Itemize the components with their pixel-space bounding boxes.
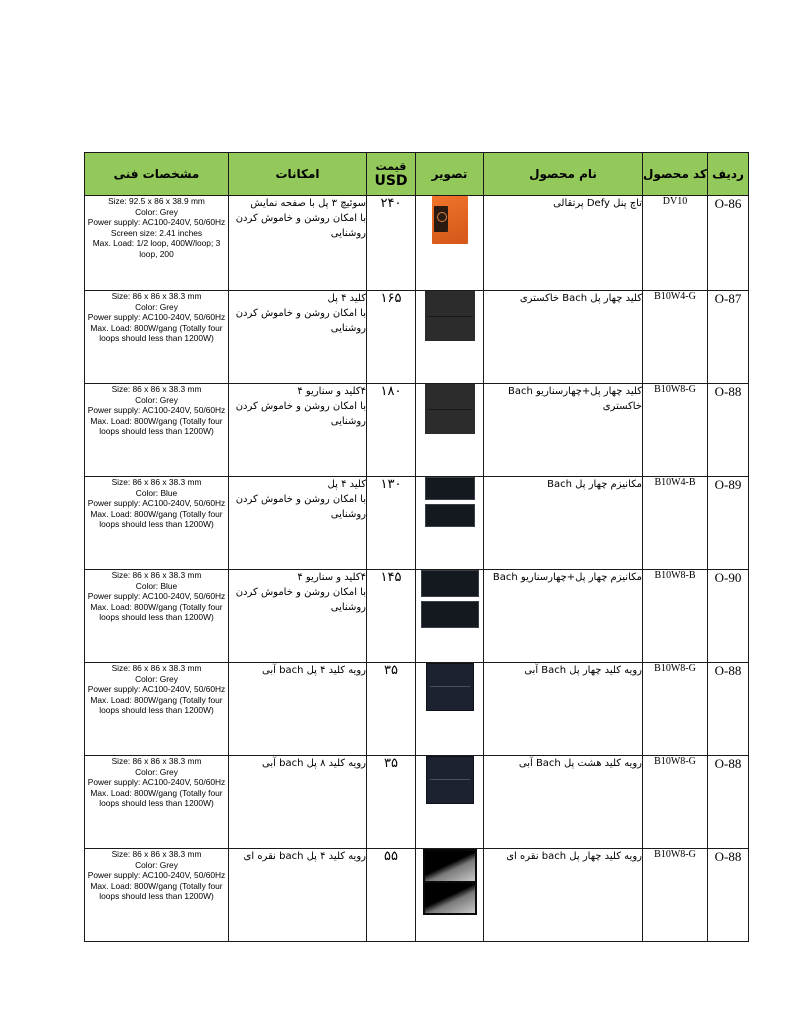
specs-cell: Size: 86 x 86 x 38.3 mm Color: Grey Power supply: AC100-240V, 50/60Hz Max. Load: 800W/gang (Totally four loops should less than 1200W): [85, 384, 229, 477]
table-row: [85, 196, 749, 291]
header-row: [85, 153, 749, 196]
product-name-cell: مکانیزم چهار پل+چهارسناریو Bach: [484, 570, 643, 663]
product-image-cell: [416, 849, 484, 942]
features-cell: رویه کلید ۴ پل bach نقره ای: [229, 849, 367, 942]
row-number-cell: O-89: [708, 477, 749, 570]
table-row: [85, 477, 749, 570]
product-image-cell: [416, 756, 484, 849]
product-name-cell: رویه کلید هشت پل Bach آبی: [484, 756, 643, 849]
blue-mechanism-8-image: [421, 570, 479, 628]
product-image-cell: [416, 196, 484, 291]
header-price-label: قیمت: [375, 159, 407, 173]
product-image-cell: [416, 477, 484, 570]
product-name-cell: رویه کلید چهار پل bach نقره ای: [484, 849, 643, 942]
product-code-cell: B10W8-G: [643, 756, 708, 849]
price-cell: ۳۵: [367, 663, 416, 756]
product-code-cell: B10W8-G: [643, 384, 708, 477]
specs-cell: Size: 86 x 86 x 38.3 mm Color: Blue Power supply: AC100-240V, 50/60Hz Max. Load: 800W/gang (Totally four loops should less than 1200W): [85, 570, 229, 663]
grey-switch-image: [425, 291, 475, 341]
features-cell: ۴کلید و سناریو ۴ با امکان روشن و خاموش کردن روشنایی: [229, 384, 367, 477]
specs-cell: Size: 86 x 86 x 38.3 mm Color: Grey Power supply: AC100-240V, 50/60Hz Max. Load: 800W/gang (Totally four loops should less than 1200W): [85, 756, 229, 849]
header-image: تصویر: [416, 153, 484, 196]
product-image-cell: [416, 384, 484, 477]
blue-cover-image: [426, 663, 474, 711]
product-image-cell: [416, 570, 484, 663]
orange-touch-panel-image: [432, 196, 468, 244]
features-cell: رویه کلید ۸ پل bach آبی: [229, 756, 367, 849]
specs-cell: Size: 92.5 x 86 x 38.9 mm Color: Grey Power supply: AC100-240V, 50/60Hz Screen size: 2.41 inches Max. Load: 1/2 loop, 400W/loop; 3 loop, 200: [85, 196, 229, 291]
price-cell: ۵۵: [367, 849, 416, 942]
specs-cell: Size: 86 x 86 x 38.3 mm Color: Blue Power supply: AC100-240V, 50/60Hz Max. Load: 800W/gang (Totally four loops should less than 1200W): [85, 477, 229, 570]
product-code-cell: B10W4-B: [643, 477, 708, 570]
specs-cell: Size: 86 x 86 x 38.3 mm Color: Grey Power supply: AC100-240V, 50/60Hz Max. Load: 800W/gang (Totally four loops should less than 1200W): [85, 849, 229, 942]
table-row: [85, 291, 749, 384]
product-name-cell: تاچ پنل Defy پرتقالی: [484, 196, 643, 291]
specs-cell: Size: 86 x 86 x 38.3 mm Color: Grey Power supply: AC100-240V, 50/60Hz Max. Load: 800W/gang (Totally four loops should less than 1200W): [85, 663, 229, 756]
product-name-cell: کلید چهار پل Bach خاکستری: [484, 291, 643, 384]
header-name: نام محصول: [484, 153, 643, 196]
blue-mechanism-4-image: [425, 477, 475, 527]
header-code: کد محصول: [643, 153, 708, 196]
product-name-cell: کلید چهار پل+چهارسناریو Bach خاکستری: [484, 384, 643, 477]
row-number-cell: O-90: [708, 570, 749, 663]
price-list-table: [84, 152, 749, 942]
table-row: [85, 570, 749, 663]
product-code-cell: B10W8-G: [643, 663, 708, 756]
price-cell: ۳۵: [367, 756, 416, 849]
table-row: [85, 663, 749, 756]
features-cell: سوئیچ ۳ پل با صفحه نمایش با امکان روشن و خاموش کردن روشنایی: [229, 196, 367, 291]
row-number-cell: O-88: [708, 384, 749, 477]
row-number-cell: O-88: [708, 663, 749, 756]
grey-switch-image: [425, 384, 475, 434]
price-cell: ۱۶۵: [367, 291, 416, 384]
product-image-cell: [416, 291, 484, 384]
price-cell: ۱۴۵: [367, 570, 416, 663]
row-number-cell: O-87: [708, 291, 749, 384]
header-specs: مشخصات فنی: [85, 153, 229, 196]
product-code-cell: B10W8-B: [643, 570, 708, 663]
header-price-currency: USD: [374, 172, 408, 189]
product-code-cell: B10W8-G: [643, 849, 708, 942]
product-name-cell: مکانیزم چهار پل Bach: [484, 477, 643, 570]
product-code-cell: DV10: [643, 196, 708, 291]
product-image-cell: [416, 663, 484, 756]
features-cell: ۴کلید و سناریو ۴ با امکان روشن و خاموش کردن روشنایی: [229, 570, 367, 663]
features-cell: کلید ۴ پل با امکان روشن و خاموش کردن روشنایی: [229, 477, 367, 570]
row-number-cell: O-86: [708, 196, 749, 291]
header-features: امکانات: [229, 153, 367, 196]
features-cell: رویه کلید ۴ پل bach آبی: [229, 663, 367, 756]
header-row-number: ردیف: [708, 153, 749, 196]
product-name-cell: رویه کلید چهار پل Bach آبی: [484, 663, 643, 756]
blue-cover-8-image: [426, 756, 474, 804]
table-row: [85, 384, 749, 477]
price-cell: ۲۴۰: [367, 196, 416, 291]
features-cell: کلید ۴ پل با امکان روشن و خاموش کردن روشنایی: [229, 291, 367, 384]
price-cell: ۱۸۰: [367, 384, 416, 477]
price-cell: ۱۳۰: [367, 477, 416, 570]
specs-cell: Size: 86 x 86 x 38.3 mm Color: Grey Power supply: AC100-240V, 50/60Hz Max. Load: 800W/gang (Totally four loops should less than 1200W): [85, 291, 229, 384]
table-row: [85, 756, 749, 849]
header-price: [367, 153, 416, 196]
table-row: [85, 849, 749, 942]
row-number-cell: O-88: [708, 849, 749, 942]
row-number-cell: O-88: [708, 756, 749, 849]
silver-glass-cover-image: [423, 849, 477, 915]
product-code-cell: B10W4-G: [643, 291, 708, 384]
